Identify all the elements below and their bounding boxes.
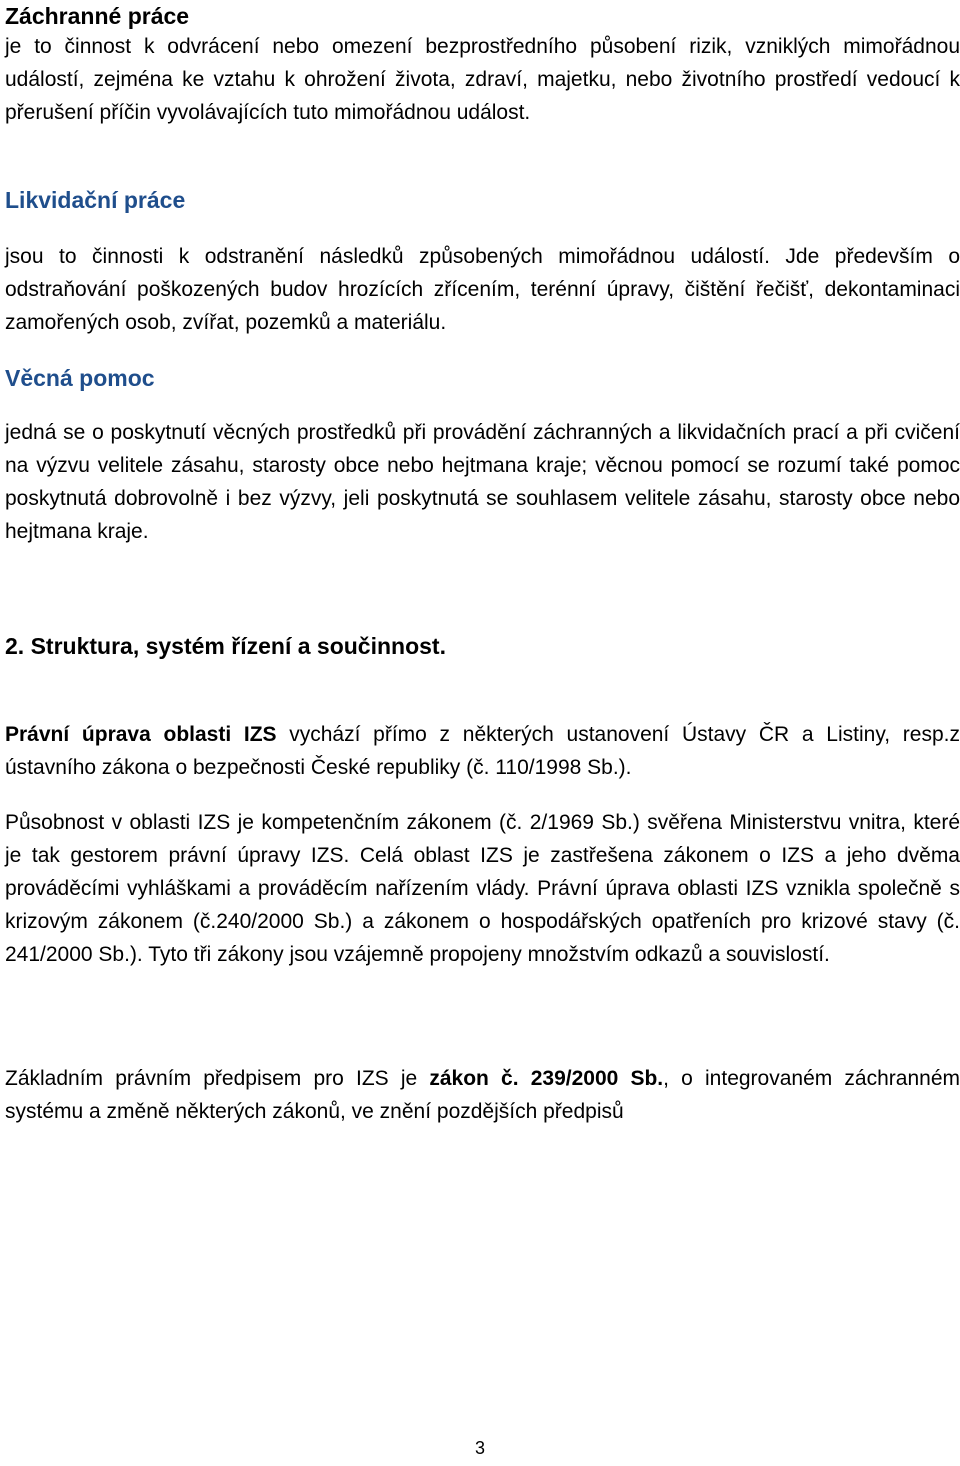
heading-likvidacni-prace: Likvidační práce bbox=[5, 187, 186, 213]
paragraph-legal-basis bbox=[5, 718, 960, 784]
basic-law-text-before: Základním právním předpisem pro IZS je bbox=[5, 1067, 430, 1090]
paragraph-likvidacni-prace: jsou to činnosti k odstranění následků způsobených mimořádnou událostí. Jde především o odstraňování poškozených budov hrozících zřícením, terénní úpravy, čištění řečišť, dekontaminaci zamořených osob, zvířat, pozemků a materiálu. bbox=[5, 245, 960, 334]
legal-basis-bold: Právní úprava oblasti IZS bbox=[5, 723, 277, 746]
paragraph-basic-law bbox=[5, 1062, 960, 1128]
page-number: 3 bbox=[474, 1438, 485, 1458]
chapter-heading: 2. Struktura, systém řízení a součinnost. bbox=[5, 633, 446, 659]
paragraph-zachranne-prace: je to činnost k odvrácení nebo omezení bezprostředního působení rizik, vzniklých mimořádnou událostí, zejména ke vztahu k ohrožení života, zdraví, majetku, nebo životního prostředí vedoucí k přerušení příčin vyvolávajících tuto mimořádnou událost. bbox=[5, 35, 960, 124]
paragraph-competence: Působnost v oblasti IZS je kompetenčním zákonem (č. 2/1969 Sb.) svěřena Ministerstvu vnitra, které je tak gestorem právní úpravy IZS. Celá oblast IZS je zastřešena zákonem o IZS a jeho dvěma prováděcími vyhláškami a prováděcím nařízením vlády. Právní úprava oblasti IZS vznikla společně s krizovým zákonem (č.240/2000 Sb.) a zákonem o hospodářských opatřeních pro krizové stavy (č. 241/2000 Sb.). Tyto tři zákony jsou vzájemně propojeny množstvím odkazů a souvislostí. bbox=[5, 811, 960, 966]
legal-basis-text: vychází přímo z některých ustanovení Ústavy ČR a Listiny, resp.z ústavního zákona o bezpečnosti České republiky (č. 110/1998 Sb.). bbox=[5, 723, 960, 779]
heading-zachranne-prace: Záchranné práce bbox=[5, 3, 190, 29]
basic-law-text-after: , o integrovaném záchranném systému a změně některých zákonů, ve znění pozdějších předpisů bbox=[5, 1067, 960, 1123]
basic-law-bold: zákon č. 239/2000 Sb. bbox=[429, 1067, 664, 1090]
heading-vecna-pomoc: Věcná pomoc bbox=[5, 365, 155, 391]
paragraph-vecna-pomoc: jedná se o poskytnutí věcných prostředků při provádění záchranných a likvidačních prací a při cvičení na výzvu velitele zásahu, starosty obce nebo hejtmana kraje; věcnou pomocí se rozumí také pomoc poskytnutá dobrovolně i bez výzvy, jeli poskytnutá se souhlasem velitele zásahu, starosty obce nebo hejtmana kraje. bbox=[5, 421, 960, 543]
